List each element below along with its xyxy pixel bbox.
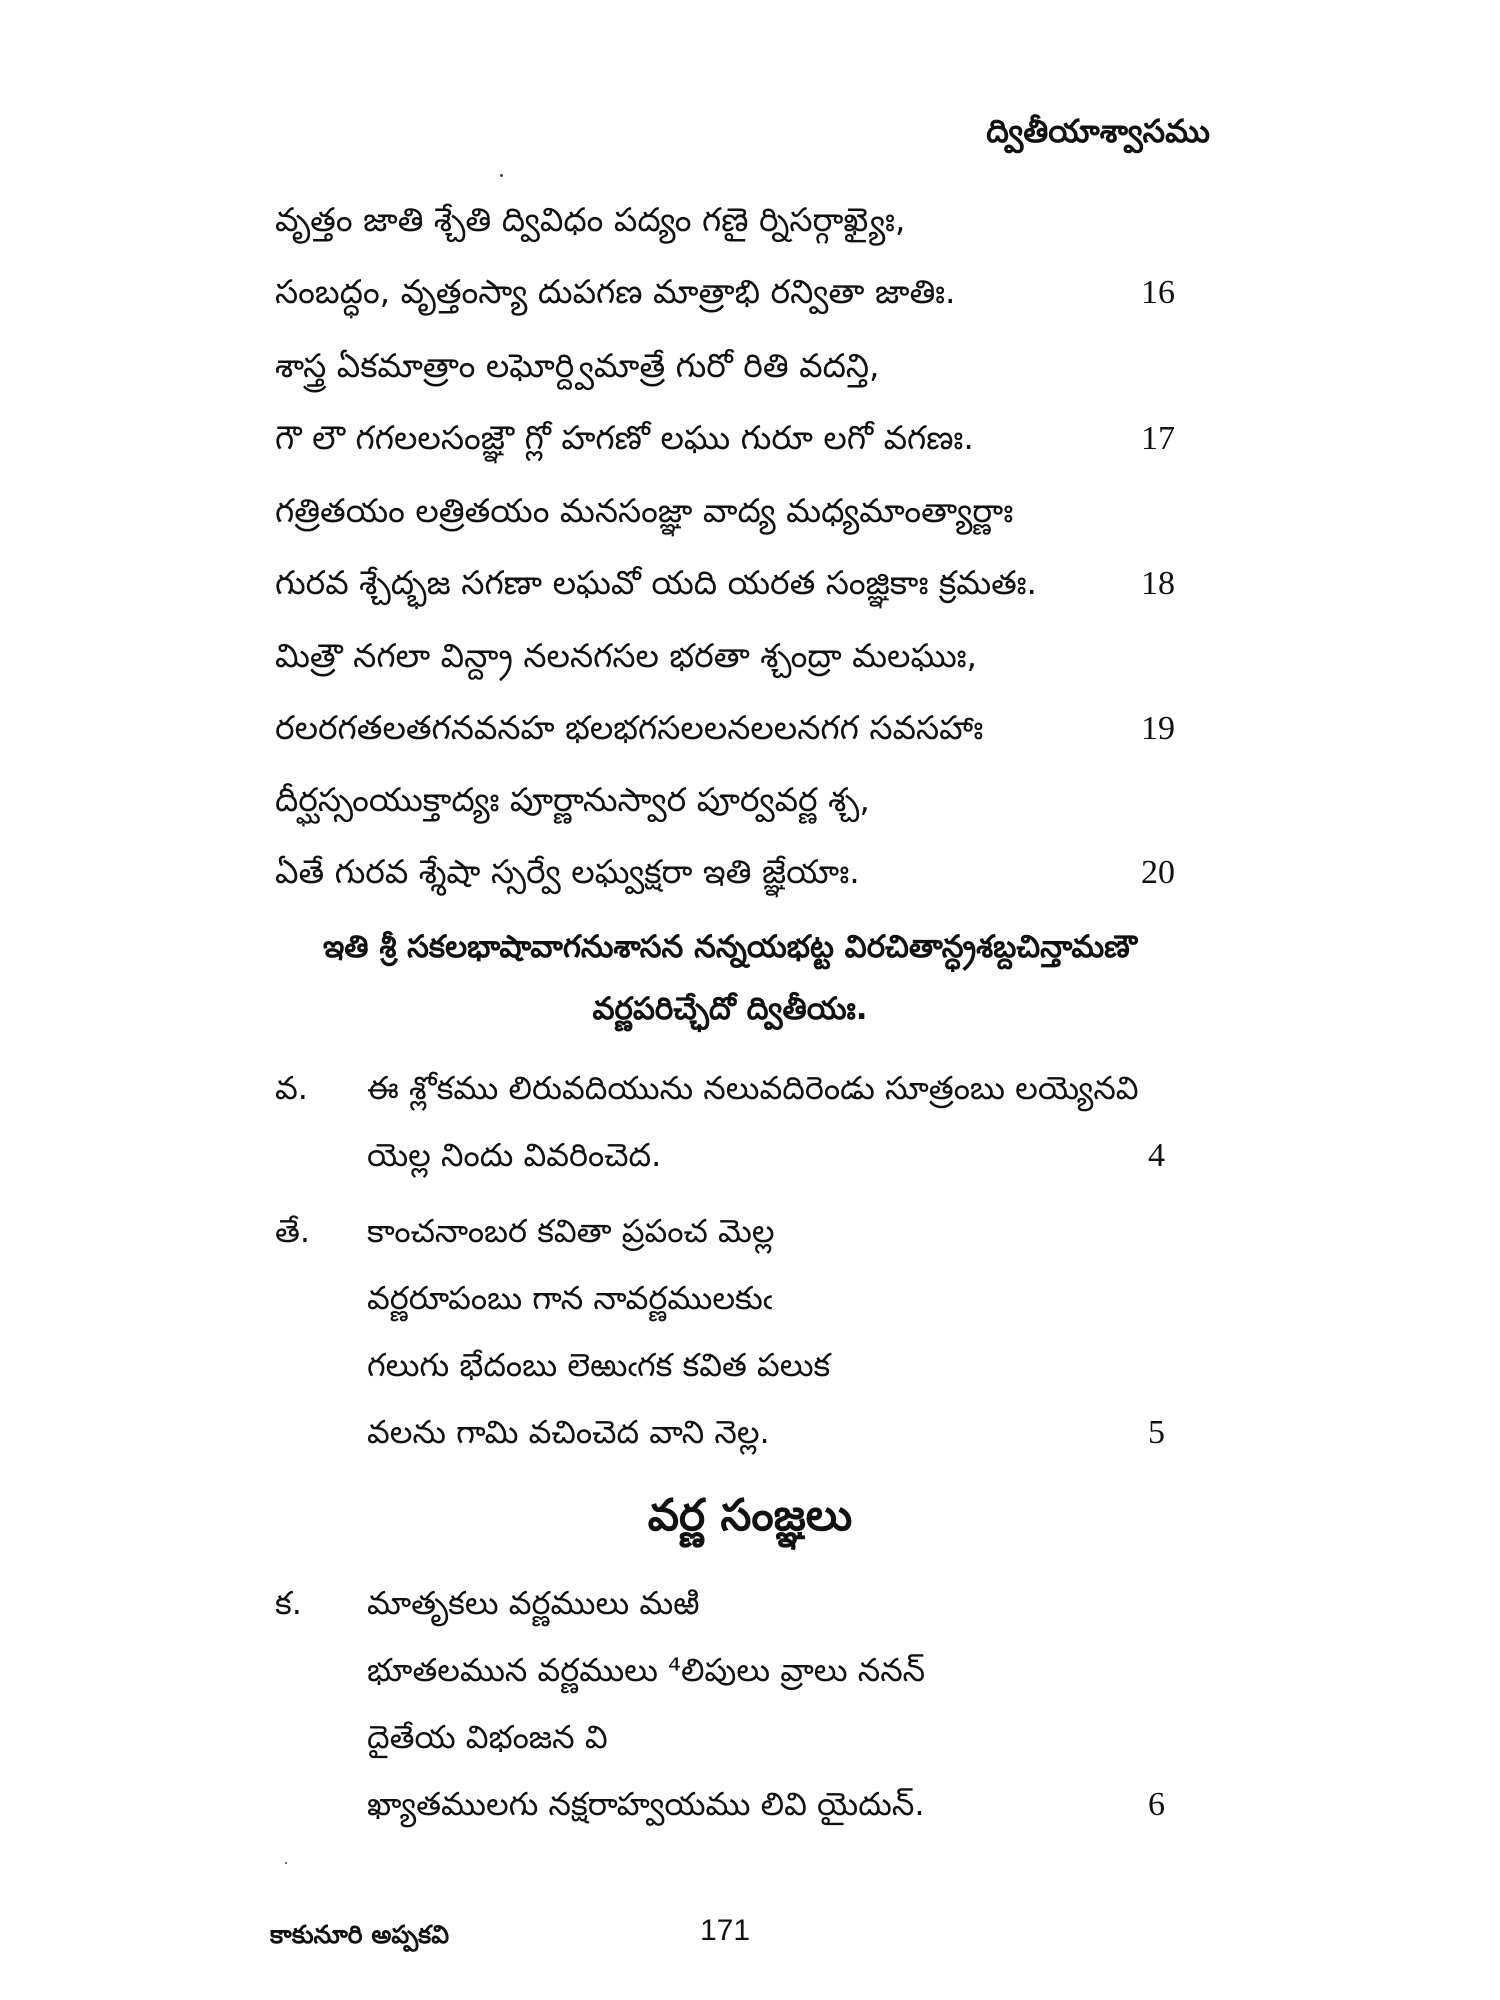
poem-5 xyxy=(275,1198,1165,1466)
verse-line: రలరగతలతగనవనహ భలభగసలలనలలనగగ సవసహాః 19 xyxy=(275,692,1175,764)
meter-marker: తే. xyxy=(275,1212,311,1250)
footer-author: కాకునూరి అప్పకవి xyxy=(270,1920,449,1949)
colophon xyxy=(260,916,1200,1040)
shloka-18 xyxy=(275,475,1175,619)
verse-number: 20 xyxy=(1141,854,1175,891)
verse-line: మిత్రౌ నగలా విన్ద్రా నలనగసల భరతా శ్చంద్రా మలఘుః, xyxy=(275,636,978,675)
poem-line: భూతలమున వర్ణములు ⁴లిపులు వ్రాలు ననన్ xyxy=(367,1651,926,1689)
poem-line: వలను గామి వచించెద వాని నెల్ల. 5 xyxy=(275,1399,1165,1466)
poem-line: వ. ఈ శ్లోకము లిరువదియును నలువదిరెండు సూత్రంబు లయ్యెనవి xyxy=(275,1055,1165,1122)
speck-mark xyxy=(285,1862,287,1864)
poem-line: గలుగు భేదంబు లెఱుఁగక కవిత పలుక xyxy=(367,1346,831,1384)
verse-number: 16 xyxy=(1141,274,1175,311)
poem-line: వర్ణరూపంబు గాన నావర్ణములకుఁ xyxy=(367,1279,773,1317)
poem-line: దైతేయ విభంజన వి xyxy=(367,1718,608,1756)
poem-line: తే. కాంచనాంబర కవితా ప్రపంచ మెల్ల xyxy=(275,1198,1165,1265)
verse-number: 5 xyxy=(1148,1414,1165,1451)
verse-line: గౌ లౌ గగలలసంజ్ఞౌ గ్లో హగణో లఘు గురూ లగో వగణః. 17 xyxy=(275,402,1175,474)
shloka-16 xyxy=(275,184,1175,328)
shloka-20 xyxy=(275,764,1175,908)
running-header: ద్వితీయాశ్వాసము xyxy=(986,112,1210,150)
verse-line: ఏతే గురవ శ్శేషా స్సర్వే లఘ్వక్షరా ఇతి జ్ఞేయాః. 20 xyxy=(275,836,1175,908)
meter-marker: క. xyxy=(275,1584,302,1622)
shloka-17 xyxy=(275,330,1175,474)
verse-number: 18 xyxy=(1141,565,1175,602)
poem-4 xyxy=(275,1055,1165,1189)
meter-marker: వ. xyxy=(275,1069,308,1107)
poem-line: యెల్ల నిందు వివరించెద. 4 xyxy=(275,1122,1165,1189)
colophon-line: ఇతి శ్రీ సకలభాషావాగనుశాసన నన్నయభట్ట విరచితాన్ధ్రశబ్దచిన్తామణౌ xyxy=(322,929,1138,965)
verse-line: వృత్తం జాతి శ్చేతి ద్వివిధం పద్యం గణై ర్నిసర్గాఖ్యైః, xyxy=(275,200,906,239)
verse-number: 6 xyxy=(1148,1786,1165,1823)
verse-number: 4 xyxy=(1148,1137,1165,1174)
poem-6 xyxy=(275,1570,1165,1838)
speck-mark xyxy=(500,174,503,177)
shloka-19 xyxy=(275,620,1175,764)
verse-line: దీర్ఘస్సంయుక్తాద్యః పూర్ణానుస్వార పూర్వవర్ణ శ్చ, xyxy=(275,780,870,819)
verse-number: 19 xyxy=(1141,710,1175,747)
verse-line: గురవ శ్చేద్భజ సగణా లఘవో యది యరత సంజ్ఞికాః క్రమతః. 18 xyxy=(275,547,1175,619)
section-heading: వర్ణ సంజ్ఞలు xyxy=(647,1490,853,1541)
verse-line: గత్రితయం లత్రితయం మనసంజ్ఞా వాద్య మధ్యమాంత్యార్ణాః xyxy=(275,491,1014,530)
verse-number: 17 xyxy=(1141,420,1175,457)
poem-line: క. మాతృకలు వర్ణములు మఱి xyxy=(275,1570,1165,1637)
colophon-line: వర్ణపరిచ్ఛేదో ద్వితీయః. xyxy=(592,991,868,1027)
poem-line: ఖ్యాతములగు నక్షరాహ్వయము లివి యైదున్. 6 xyxy=(275,1771,1165,1838)
verse-line: శాస్త్ర ఏకమాత్రాం లఘోర్ద్విమాత్రే గురో రితి వదన్తి, xyxy=(275,346,880,385)
page-number: 171 xyxy=(700,1914,751,1947)
verse-line: సంబద్ధం, వృత్తంస్యా దుపగణ మాత్రాభి రన్వితా జాతిః. 16 xyxy=(275,256,1175,328)
